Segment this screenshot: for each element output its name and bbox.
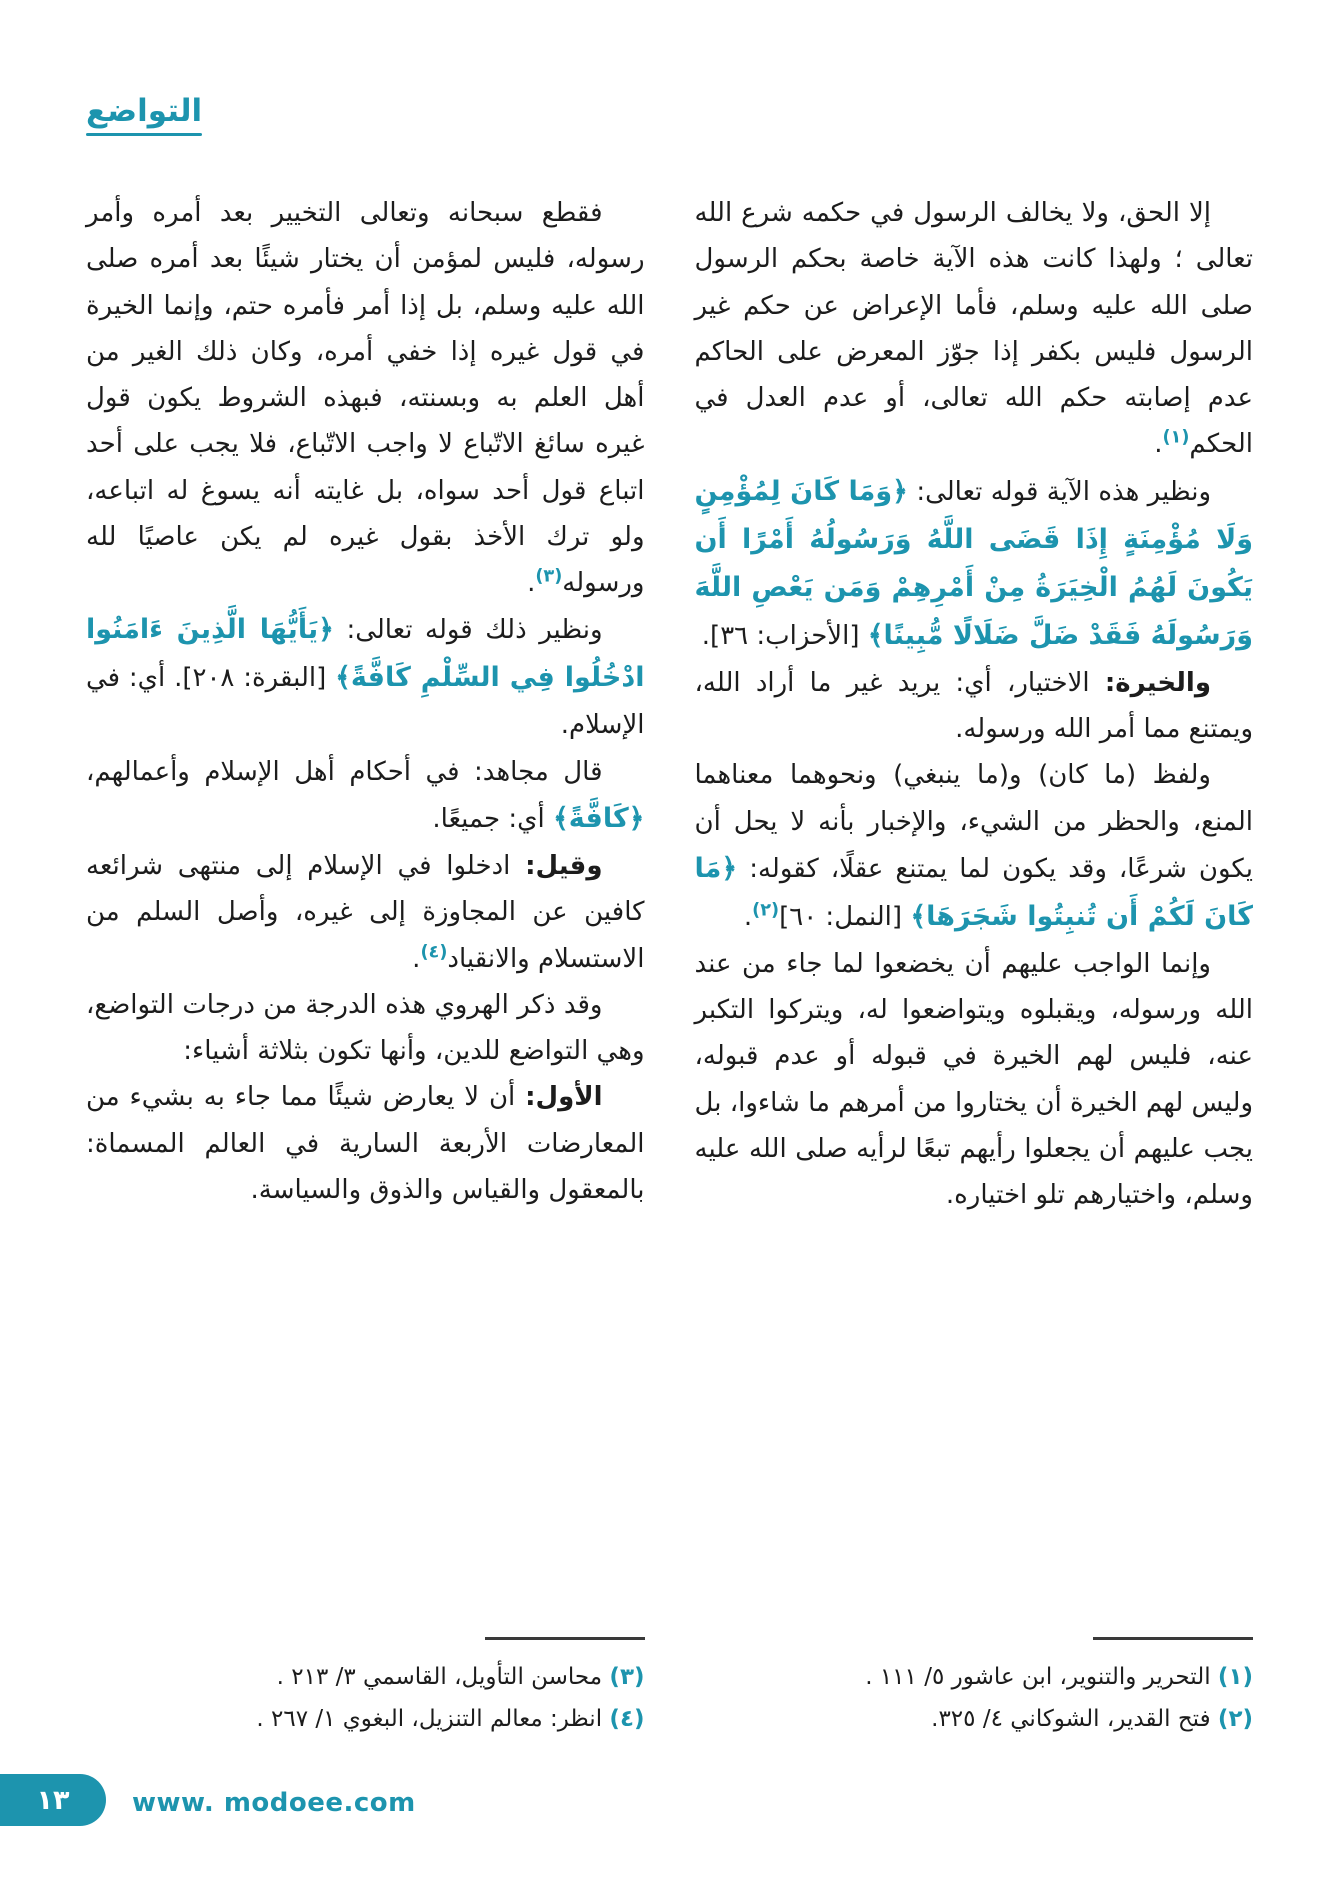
website-link[interactable]: www. modoee.com [132,1788,416,1818]
footnote [86,1698,645,1741]
body-text: . [743,901,753,932]
footnote-text: التحرير والتنوير، ابن عاشور ٥/ ١١١ . [865,1663,1218,1690]
body-text: [النمل: ٦٠] [779,901,911,932]
paragraph [77,843,645,982]
footnotes-left [86,1637,645,1775]
paragraph [686,941,1254,1219]
body-text: أن لا يعارض شيئًا مما جاء به بشيء من المعارضات الأربعة السارية في العالم المسماة: بالمعقول والقياس والذوق والسياسة. [77,1082,645,1205]
footnote-number: (٣) [609,1663,645,1690]
body-text: ولفظ (ما كان) و(ما ينبغي) ونحوهما معناهما المنع، والحظر من الشيء، والإخبار بأنه لا يحل أن يكون شرعًا، وقد يكون لما يمتنع عقلًا، كقوله: [686,760,1253,884]
header-divider [86,133,202,136]
column-right [685,190,1254,1775]
footnote-list-right [695,1656,1254,1741]
page-header [86,94,202,136]
body-text: الاختيار، أي: يريد غير ما أراد الله، ويمتنع مما أمر الله ورسوله. [686,667,1253,745]
body-text: أي: جميعًا. [432,804,553,835]
body-text: [الأحزاب: ٣٦]. [701,620,868,651]
column-left-text [76,190,645,1213]
lead-word: والخيرة: [1104,667,1211,698]
body-text: ونظير هذه الآية قوله تعالى: [907,476,1211,507]
body-text: ونظير ذلك قوله تعالى: [333,615,603,646]
body-text: فقطع سبحانه وتعالى التخيير بعد أمره وأمر رسوله، فليس لمؤمن أن يختار شيئًا بعد أمره صلى الله عليه وسلم، بل إذا أمر فأمره حتم، وإنما الخيرة في قول غيره إذا خفي أمره، وكان ذلك الغير من أهل العلم به وبسنته، فبهذه الشروط يكون قول غيره سائغ الاتّباع لا واجب الاتّباع، فلا يجب على أحد اتباع قول أحد سواه، بل غايته أنه يسوغ له اتباعه، ولو ترك الأخذ بقول غيره لم يكن عاصيًا لله ورسوله [77,198,645,599]
paragraph [77,190,645,606]
lead-word: الأول: [525,1082,603,1113]
footnote-list-left [86,1656,645,1741]
body-text: . [527,568,536,599]
page-title: التواضع [86,93,203,129]
paragraph [76,606,645,748]
quran-verse: ﴿مَا كَانَ لَكُمْ أَن تُنبِتُوا شَجَرَهَا﴾ [685,852,1253,932]
body-text: . [1154,429,1163,460]
body-text: [البقرة: ٢٠٨]. أي: في الإسلام. [77,663,645,741]
footnote-ref: (٤) [420,941,448,962]
footnote-ref: (١) [1162,427,1190,448]
paragraph [686,660,1254,753]
footnotes-right [695,1637,1254,1775]
page-number-badge [0,1774,106,1826]
paragraph [686,190,1254,468]
footnote [695,1656,1254,1699]
body-text: قال مجاهد: في أحكام أهل الإسلام وأعمالهم، [77,756,603,787]
footnote-number: (١) [1217,1663,1253,1690]
body-text: ادخلوا في الإسلام إلى منتهى شرائعه كافين عن المجاوزة إلى غيره، وأصل السلم من الاستسلام والانقياد [77,851,645,974]
body-text: . [412,943,421,974]
page-number: ١٣ [36,1784,70,1816]
column-right-text [685,190,1254,1219]
quran-verse: ﴿كَافَّةً﴾ [552,803,645,835]
footnote-ref: (٢) [752,900,780,921]
paragraph [77,749,645,843]
footnote-number: (٢) [1217,1706,1253,1733]
paragraph [685,468,1254,660]
footnote-ref: (٣) [535,566,563,587]
body-text: إلا الحق، ولا يخالف الرسول في حكمه شرع الله تعالى ؛ ولهذا كانت هذه الآية خاصة بحكم الرسول صلى الله عليه وسلم، فأما الإعراض عن حكم غير الرسول فليس بكفر إذا جوّز المعرض على الحاكم عدم إصابته حكم الله تعالى، أو عدم العدل في الحكم [686,198,1253,460]
footnote-number: (٤) [609,1706,645,1733]
lead-word: وقيل: [525,851,603,882]
column-left [76,190,645,1775]
footnote-text: محاسن التأويل، القاسمي ٣/ ٢١٣ . [276,1663,610,1690]
footnote [86,1656,645,1699]
body-text: وقد ذكر الهروي هذه الدرجة من درجات التواضع، وهي التواضع للدين، وأنها تكون بثلاثة أشياء: [77,989,645,1067]
footnote-text: انظر: معالم التنزيل، البغوي ١/ ٢٦٧ . [256,1706,610,1733]
quran-verse: ﴿يَأَيُّهَا الَّذِينَ ءَامَنُوا ادْخُلُوا فِي السِّلْمِ كَافَّةً﴾ [76,614,645,694]
paragraph [77,982,645,1075]
quran-verse: ﴿وَمَا كَانَ لِمُؤْمِنٍ وَلَا مُؤْمِنَةٍ إِذَا قَضَى اللَّهُ وَرَسُولُهُ أَمْرًا أَن يَكُونَ لَهُمُ الْخِيَرَةُ مِنْ أَمْرِهِمْ وَمَن يَعْصِ اللَّهَ وَرَسُولَهُ فَقَدْ ضَلَّ ضَلَالًا مُّبِينًا﴾ [685,475,1253,651]
paragraph [77,1074,645,1213]
footnote-text: فتح القدير، الشوكاني ٤/ ٣٢٥. [931,1706,1218,1733]
footnote-divider [1093,1637,1253,1640]
content-columns [76,190,1253,1775]
footnote-divider [485,1637,645,1640]
footnote [695,1698,1254,1741]
body-text: وإنما الواجب عليهم أن يخضعوا لما جاء من عند الله ورسوله، ويقبلوه ويتواضعوا له، ويتركوا التكبر عنه، فليس لهم الخيرة في قبوله أو عدم قبوله، وليس لهم الخيرة أن يختاروا من أمرهم ما شاءوا، بل يجب عليهم أن يجعلوا رأيهم تبعًا لرأيه صلى الله عليه وسلم، واختيارهم تلو اختياره. [686,948,1253,1211]
paragraph [685,752,1254,941]
